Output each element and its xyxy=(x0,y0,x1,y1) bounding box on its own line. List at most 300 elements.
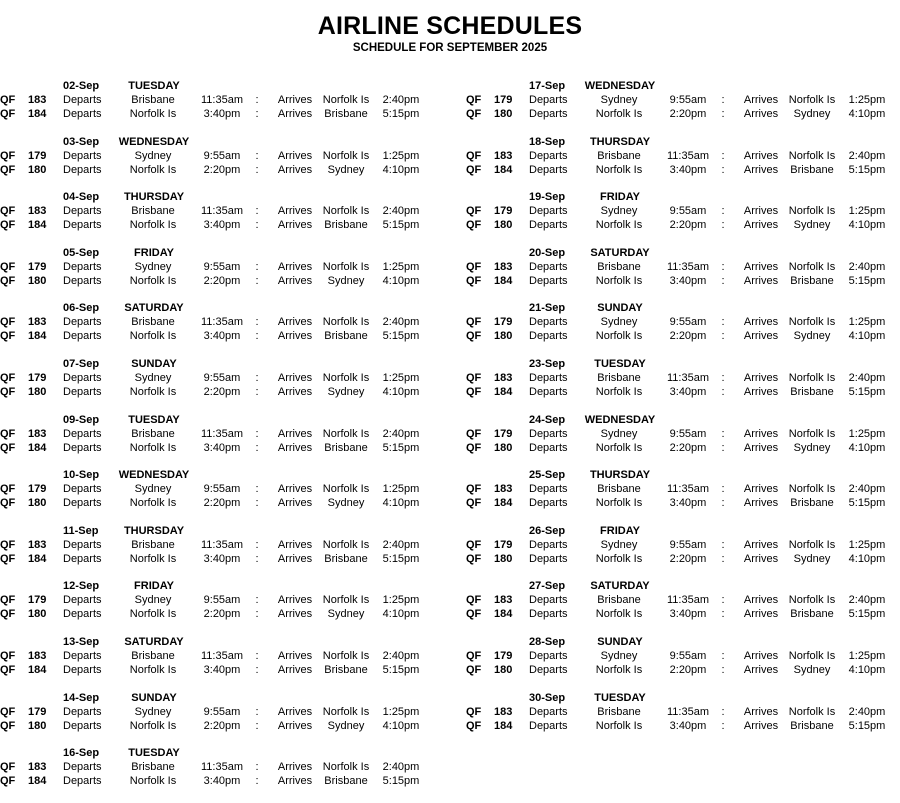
flight-sep: : xyxy=(255,650,259,662)
flight-arr-time: 2:40pm xyxy=(382,650,420,662)
day-block xyxy=(0,692,440,736)
flight-number: 180 xyxy=(28,608,47,621)
flight-sep: : xyxy=(255,163,259,176)
flight-departs-label: Departs xyxy=(63,427,102,440)
flight-arrives-label: Arrives xyxy=(277,149,313,162)
flight-to: Norfolk Is xyxy=(322,483,370,496)
flight-arr-time: 2:40pm xyxy=(848,149,886,162)
flight-number: 179 xyxy=(494,538,513,551)
day-block xyxy=(0,247,440,291)
flight-arr-time: 4:10pm xyxy=(382,497,420,510)
flight-dep-time: 2:20pm xyxy=(203,386,241,398)
flight-airline: QF xyxy=(0,650,16,662)
flight-departs-label: Departs xyxy=(63,608,102,621)
flight-arrives-label: Arrives xyxy=(743,705,779,718)
flight-dep-time: 3:40pm xyxy=(203,330,241,343)
flight-number: 179 xyxy=(494,316,513,329)
day-weekday: THURSDAY xyxy=(589,135,651,148)
flight-to: Sydney xyxy=(793,552,831,565)
day-weekday: FRIDAY xyxy=(134,580,174,593)
flight-sep: : xyxy=(255,149,259,162)
day-date: 09-Sep xyxy=(63,413,100,426)
flight-from: Sydney xyxy=(134,483,172,496)
day-weekday: SUNDAY xyxy=(131,691,177,704)
flight-to: Norfolk Is xyxy=(322,316,370,329)
flight-dep-time: 9:55am xyxy=(669,427,707,440)
flight-dep-time: 2:20pm xyxy=(669,330,707,343)
flight-dep-time: 3:40pm xyxy=(669,274,707,287)
flight-dep-time: 9:55am xyxy=(669,538,707,551)
flight-number: 183 xyxy=(28,538,47,551)
flight-from: Brisbane xyxy=(597,594,641,607)
flight-sep: : xyxy=(255,719,259,732)
flight-arr-time: 5:15pm xyxy=(848,608,886,621)
flight-number: 179 xyxy=(28,483,47,496)
flight-to: Norfolk Is xyxy=(788,316,836,329)
day-block xyxy=(466,525,900,569)
flight-dep-time: 11:35am xyxy=(667,149,709,162)
flight-sep: : xyxy=(721,260,725,273)
flight-arr-time: 5:15pm xyxy=(382,664,420,676)
flight-arr-time: 4:10pm xyxy=(382,163,420,176)
flight-arrives-label: Arrives xyxy=(743,552,779,565)
flight-departs-label: Departs xyxy=(529,205,568,218)
flight-departs-label: Departs xyxy=(63,330,102,343)
flight-to: Norfolk Is xyxy=(788,538,836,551)
flight-number: 183 xyxy=(28,205,47,218)
flight-arr-time: 5:15pm xyxy=(848,497,886,510)
flight-number: 179 xyxy=(28,594,47,607)
flight-number: 180 xyxy=(494,108,513,120)
flight-number: 180 xyxy=(28,497,47,510)
flight-sep: : xyxy=(721,219,725,232)
flight-dep-time: 3:40pm xyxy=(203,108,241,120)
day-weekday: FRIDAY xyxy=(600,191,640,204)
day-date: 27-Sep xyxy=(529,580,566,593)
flight-arr-time: 2:40pm xyxy=(848,705,886,718)
flight-departs-label: Departs xyxy=(529,705,568,718)
flight-airline: QF xyxy=(0,219,16,232)
flight-airline: QF xyxy=(0,274,16,287)
flight-number: 183 xyxy=(28,761,47,774)
flight-departs-label: Departs xyxy=(529,94,568,106)
flight-from: Norfolk Is xyxy=(595,441,643,454)
flight-arr-time: 4:10pm xyxy=(382,608,420,621)
flight-from: Norfolk Is xyxy=(595,552,643,565)
flight-to: Norfolk Is xyxy=(788,149,836,162)
flight-arr-time: 4:10pm xyxy=(382,274,420,287)
day-weekday: TUESDAY xyxy=(128,80,180,92)
flight-dep-time: 2:20pm xyxy=(669,664,707,676)
flight-sep: : xyxy=(255,205,259,218)
flight-sep: : xyxy=(255,664,259,676)
flight-departs-label: Departs xyxy=(63,594,102,607)
flight-arr-time: 5:15pm xyxy=(382,552,420,565)
flight-arr-time: 2:40pm xyxy=(382,427,420,440)
day-date: 12-Sep xyxy=(63,580,100,593)
flight-arr-time: 2:40pm xyxy=(848,260,886,273)
day-block xyxy=(466,414,900,458)
flight-from: Brisbane xyxy=(597,483,641,496)
flight-arrives-label: Arrives xyxy=(743,608,779,621)
flight-to: Norfolk Is xyxy=(788,372,836,384)
day-date: 26-Sep xyxy=(529,524,566,537)
flight-arr-time: 4:10pm xyxy=(848,219,886,232)
flight-airline: QF xyxy=(0,372,16,384)
day-weekday: SATURDAY xyxy=(124,302,184,315)
flight-airline: QF xyxy=(466,483,482,496)
flight-arr-time: 4:10pm xyxy=(848,441,886,454)
flight-arrives-label: Arrives xyxy=(743,108,779,120)
page-title: AIRLINE SCHEDULES xyxy=(317,12,583,40)
flight-arr-time: 2:40pm xyxy=(382,205,420,218)
flight-dep-time: 3:40pm xyxy=(203,552,241,565)
flight-arr-time: 5:15pm xyxy=(382,441,420,454)
flight-dep-time: 3:40pm xyxy=(203,219,241,232)
day-weekday: FRIDAY xyxy=(600,524,640,537)
flight-arrives-label: Arrives xyxy=(277,483,313,496)
flight-airline: QF xyxy=(466,719,482,732)
flight-sep: : xyxy=(255,538,259,551)
flight-sep: : xyxy=(721,386,725,398)
flight-sep: : xyxy=(721,483,725,496)
flight-from: Sydney xyxy=(600,316,638,329)
flight-arr-time: 2:40pm xyxy=(848,483,886,496)
flight-sep: : xyxy=(255,274,259,287)
flight-sep: : xyxy=(721,163,725,176)
flight-number: 180 xyxy=(28,274,47,287)
flight-to: Sydney xyxy=(327,608,365,621)
day-date: 02-Sep xyxy=(63,80,100,92)
flight-airline: QF xyxy=(0,664,16,676)
flight-airline: QF xyxy=(466,552,482,565)
flight-arr-time: 1:25pm xyxy=(848,94,886,106)
day-block xyxy=(466,136,900,180)
flight-dep-time: 11:35am xyxy=(667,705,709,718)
flight-from: Sydney xyxy=(600,427,638,440)
flight-from: Sydney xyxy=(600,538,638,551)
flight-arrives-label: Arrives xyxy=(743,483,779,496)
flight-number: 179 xyxy=(494,427,513,440)
flight-sep: : xyxy=(721,441,725,454)
day-block xyxy=(0,636,440,680)
flight-departs-label: Departs xyxy=(63,386,102,398)
day-block xyxy=(466,191,900,235)
flight-airline: QF xyxy=(0,205,16,218)
flight-dep-time: 11:35am xyxy=(201,427,243,440)
day-date: 05-Sep xyxy=(63,246,100,259)
flight-airline: QF xyxy=(466,94,482,106)
flight-arrives-label: Arrives xyxy=(743,205,779,218)
flight-number: 183 xyxy=(494,372,513,384)
flight-departs-label: Departs xyxy=(63,719,102,732)
flight-dep-time: 3:40pm xyxy=(669,497,707,510)
flight-arr-time: 5:15pm xyxy=(382,330,420,343)
flight-departs-label: Departs xyxy=(529,594,568,607)
flight-from: Norfolk Is xyxy=(129,163,177,176)
flight-arr-time: 2:40pm xyxy=(848,372,886,384)
flight-arr-time: 1:25pm xyxy=(848,650,886,662)
flight-to: Sydney xyxy=(327,163,365,176)
flight-to: Brisbane xyxy=(790,497,834,510)
flight-number: 184 xyxy=(494,608,513,621)
flight-airline: QF xyxy=(0,427,16,440)
flight-from: Brisbane xyxy=(131,316,175,329)
day-weekday: SATURDAY xyxy=(124,636,184,648)
flight-arr-time: 1:25pm xyxy=(848,316,886,329)
day-block xyxy=(466,358,900,402)
flight-departs-label: Departs xyxy=(529,149,568,162)
flight-to: Norfolk Is xyxy=(788,705,836,718)
flight-airline: QF xyxy=(0,316,16,329)
flight-departs-label: Departs xyxy=(529,427,568,440)
day-weekday: SUNDAY xyxy=(597,302,643,315)
flight-sep: : xyxy=(721,594,725,607)
flight-to: Norfolk Is xyxy=(788,650,836,662)
flight-from: Norfolk Is xyxy=(129,608,177,621)
flight-dep-time: 9:55am xyxy=(203,149,241,162)
flight-arrives-label: Arrives xyxy=(743,650,779,662)
flight-sep: : xyxy=(255,594,259,607)
flight-departs-label: Departs xyxy=(529,608,568,621)
flight-number: 180 xyxy=(28,719,47,732)
flight-to: Sydney xyxy=(793,108,831,120)
flight-sep: : xyxy=(721,497,725,510)
flight-sep: : xyxy=(255,386,259,398)
flight-to: Norfolk Is xyxy=(788,427,836,440)
flight-airline: QF xyxy=(0,775,16,788)
flight-number: 184 xyxy=(28,552,47,565)
flight-dep-time: 11:35am xyxy=(201,538,243,551)
day-block xyxy=(466,80,900,124)
day-weekday: SATURDAY xyxy=(590,580,650,593)
flight-airline: QF xyxy=(466,705,482,718)
flight-dep-time: 2:20pm xyxy=(203,719,241,732)
flight-arrives-label: Arrives xyxy=(743,594,779,607)
flight-number: 183 xyxy=(28,94,47,106)
flight-dep-time: 9:55am xyxy=(203,594,241,607)
flight-airline: QF xyxy=(0,441,16,454)
flight-from: Sydney xyxy=(600,205,638,218)
day-date: 03-Sep xyxy=(63,135,100,148)
flight-arr-time: 4:10pm xyxy=(848,330,886,343)
day-date: 14-Sep xyxy=(63,691,100,704)
flight-arrives-label: Arrives xyxy=(743,538,779,551)
flight-airline: QF xyxy=(0,149,16,162)
flight-airline: QF xyxy=(0,497,16,510)
flight-airline: QF xyxy=(466,330,482,343)
day-weekday: WEDNESDAY xyxy=(118,135,190,148)
flight-departs-label: Departs xyxy=(63,664,102,676)
flight-arr-time: 2:40pm xyxy=(382,94,420,106)
flight-dep-time: 11:35am xyxy=(667,260,709,273)
flight-departs-label: Departs xyxy=(529,538,568,551)
flight-to: Norfolk Is xyxy=(322,761,370,774)
day-date: 21-Sep xyxy=(529,302,566,315)
flight-sep: : xyxy=(721,719,725,732)
flight-arrives-label: Arrives xyxy=(277,427,313,440)
flight-from: Norfolk Is xyxy=(595,274,643,287)
day-weekday: FRIDAY xyxy=(134,246,174,259)
day-block xyxy=(0,525,440,569)
flight-to: Norfolk Is xyxy=(788,260,836,273)
day-date: 28-Sep xyxy=(529,636,566,648)
flight-dep-time: 9:55am xyxy=(669,205,707,218)
flight-airline: QF xyxy=(0,386,16,398)
day-date: 19-Sep xyxy=(529,191,566,204)
flight-arr-time: 1:25pm xyxy=(382,149,420,162)
flight-arrives-label: Arrives xyxy=(743,94,779,106)
flight-arr-time: 1:25pm xyxy=(382,372,420,384)
flight-from: Norfolk Is xyxy=(595,330,643,343)
flight-from: Sydney xyxy=(134,705,172,718)
flight-number: 180 xyxy=(28,386,47,398)
day-block xyxy=(0,469,440,513)
flight-arr-time: 5:15pm xyxy=(382,108,420,120)
flight-from: Norfolk Is xyxy=(129,664,177,676)
flight-departs-label: Departs xyxy=(63,538,102,551)
flight-from: Sydney xyxy=(134,149,172,162)
flight-dep-time: 2:20pm xyxy=(669,108,707,120)
flight-dep-time: 3:40pm xyxy=(669,163,707,176)
flight-to: Sydney xyxy=(793,441,831,454)
flight-sep: : xyxy=(255,497,259,510)
flight-to: Brisbane xyxy=(324,664,368,676)
flight-sep: : xyxy=(255,552,259,565)
flight-airline: QF xyxy=(466,538,482,551)
flight-arrives-label: Arrives xyxy=(277,552,313,565)
flight-departs-label: Departs xyxy=(529,219,568,232)
flight-departs-label: Departs xyxy=(529,108,568,120)
flight-departs-label: Departs xyxy=(63,94,102,106)
flight-departs-label: Departs xyxy=(63,705,102,718)
flight-arrives-label: Arrives xyxy=(277,497,313,510)
flight-arrives-label: Arrives xyxy=(277,650,313,662)
flight-arr-time: 2:40pm xyxy=(382,316,420,329)
flight-arrives-label: Arrives xyxy=(277,205,313,218)
flight-departs-label: Departs xyxy=(529,163,568,176)
flight-departs-label: Departs xyxy=(63,775,102,788)
flight-number: 183 xyxy=(28,316,47,329)
flight-number: 183 xyxy=(494,260,513,273)
day-date: 07-Sep xyxy=(63,358,100,370)
day-weekday: TUESDAY xyxy=(594,358,646,370)
flight-airline: QF xyxy=(466,608,482,621)
flight-sep: : xyxy=(721,650,725,662)
flight-arrives-label: Arrives xyxy=(277,108,313,120)
flight-from: Sydney xyxy=(134,372,172,384)
day-block xyxy=(0,136,440,180)
flight-departs-label: Departs xyxy=(63,149,102,162)
flight-from: Norfolk Is xyxy=(595,608,643,621)
day-block xyxy=(466,636,900,680)
day-weekday: TUESDAY xyxy=(594,691,646,704)
flight-airline: QF xyxy=(0,719,16,732)
day-date: 30-Sep xyxy=(529,691,566,704)
flight-arr-time: 4:10pm xyxy=(382,386,420,398)
flight-sep: : xyxy=(255,316,259,329)
flight-sep: : xyxy=(255,483,259,496)
flight-sep: : xyxy=(721,608,725,621)
day-block xyxy=(466,469,900,513)
flight-from: Brisbane xyxy=(597,705,641,718)
flight-departs-label: Departs xyxy=(529,386,568,398)
flight-from: Norfolk Is xyxy=(129,274,177,287)
flight-to: Norfolk Is xyxy=(788,483,836,496)
flight-dep-time: 3:40pm xyxy=(203,775,241,788)
flight-to: Norfolk Is xyxy=(322,705,370,718)
page-subtitle: SCHEDULE FOR SEPTEMBER 2025 xyxy=(352,42,548,54)
flight-arr-time: 1:25pm xyxy=(848,427,886,440)
flight-number: 179 xyxy=(28,372,47,384)
flight-number: 183 xyxy=(494,149,513,162)
flight-from: Norfolk Is xyxy=(129,219,177,232)
flight-arrives-label: Arrives xyxy=(277,775,313,788)
flight-sep: : xyxy=(255,219,259,232)
flight-sep: : xyxy=(255,608,259,621)
flight-arrives-label: Arrives xyxy=(277,594,313,607)
flight-airline: QF xyxy=(0,761,16,774)
flight-to: Norfolk Is xyxy=(322,149,370,162)
flight-dep-time: 9:55am xyxy=(203,372,241,384)
flight-dep-time: 3:40pm xyxy=(669,719,707,732)
flight-to: Sydney xyxy=(793,219,831,232)
flight-arrives-label: Arrives xyxy=(277,538,313,551)
flight-to: Brisbane xyxy=(324,441,368,454)
flight-number: 180 xyxy=(494,441,513,454)
flight-departs-label: Departs xyxy=(63,650,102,662)
flight-arr-time: 5:15pm xyxy=(848,274,886,287)
flight-departs-label: Departs xyxy=(63,483,102,496)
flight-departs-label: Departs xyxy=(529,441,568,454)
flight-from: Brisbane xyxy=(131,538,175,551)
flight-number: 184 xyxy=(494,497,513,510)
flight-from: Norfolk Is xyxy=(595,219,643,232)
flight-arrives-label: Arrives xyxy=(743,441,779,454)
flight-dep-time: 11:35am xyxy=(667,483,709,496)
flight-arrives-label: Arrives xyxy=(743,719,779,732)
flight-from: Brisbane xyxy=(131,650,175,662)
flight-from: Norfolk Is xyxy=(129,386,177,398)
flight-arrives-label: Arrives xyxy=(743,219,779,232)
flight-dep-time: 2:20pm xyxy=(669,441,707,454)
flight-airline: QF xyxy=(0,594,16,607)
flight-to: Norfolk Is xyxy=(322,538,370,551)
flight-number: 183 xyxy=(28,427,47,440)
flight-dep-time: 9:55am xyxy=(203,483,241,496)
flight-arr-time: 4:10pm xyxy=(848,664,886,676)
flight-arrives-label: Arrives xyxy=(743,149,779,162)
flight-number: 184 xyxy=(494,719,513,732)
day-date: 24-Sep xyxy=(529,413,566,426)
flight-airline: QF xyxy=(466,108,482,120)
flight-to: Norfolk Is xyxy=(322,427,370,440)
flight-to: Norfolk Is xyxy=(322,205,370,218)
flight-arr-time: 1:25pm xyxy=(382,483,420,496)
flight-from: Sydney xyxy=(600,94,638,106)
flight-number: 179 xyxy=(28,149,47,162)
day-block xyxy=(0,358,440,402)
flight-to: Brisbane xyxy=(324,330,368,343)
flight-departs-label: Departs xyxy=(529,330,568,343)
flight-arrives-label: Arrives xyxy=(277,441,313,454)
flight-dep-time: 2:20pm xyxy=(203,274,241,287)
flight-departs-label: Departs xyxy=(529,260,568,273)
flight-departs-label: Departs xyxy=(63,761,102,774)
flight-arrives-label: Arrives xyxy=(277,316,313,329)
flight-arrives-label: Arrives xyxy=(743,386,779,398)
flight-departs-label: Departs xyxy=(63,552,102,565)
